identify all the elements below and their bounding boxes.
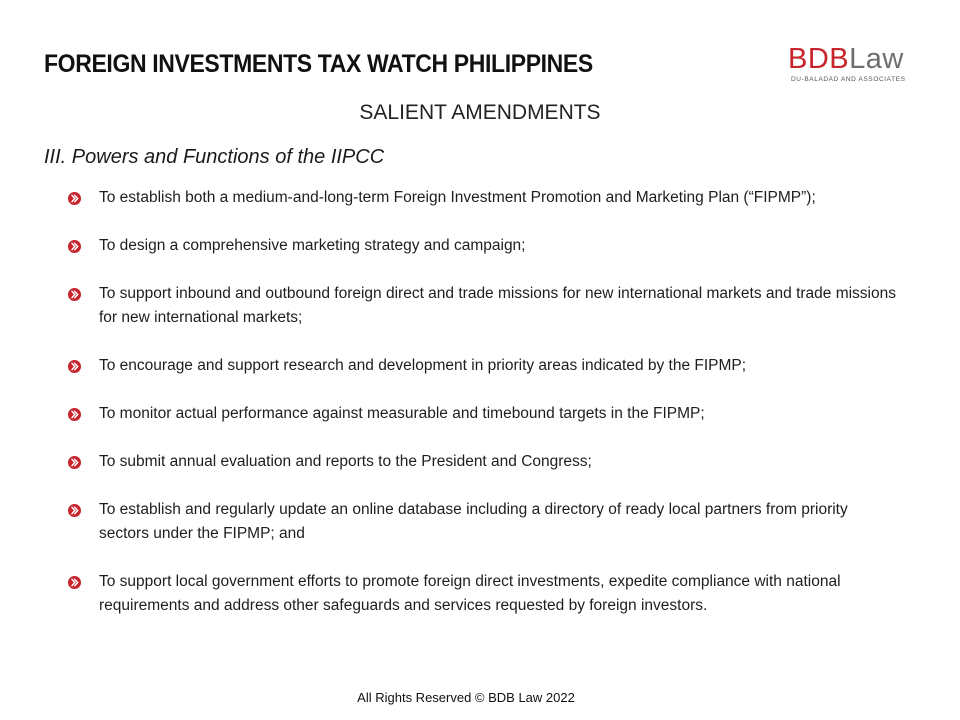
list-item	[66, 282, 896, 330]
list-item-text: To encourage and support research and development in priority areas indicated by the FIPMP;	[99, 357, 747, 374]
slide-subtitle: SALIENT AMENDMENTS	[359, 101, 601, 124]
list-item	[66, 498, 896, 546]
chevron-circle-right-icon	[68, 240, 81, 253]
bdb-law-logo	[788, 44, 920, 86]
list-item	[66, 354, 896, 378]
list-item-text: To design a comprehensive marketing strategy and campaign;	[99, 237, 526, 254]
chevron-circle-right-icon	[68, 360, 81, 373]
page-title: FOREIGN INVESTMENTS TAX WATCH PHILIPPINES	[44, 50, 593, 78]
logo-law: Law	[849, 43, 904, 75]
list-item-text: To establish both a medium-and-long-term Foreign Investment Promotion and Marketing Plan (“FIPMP”);	[99, 189, 816, 206]
list-item-text: To establish and regularly update an online database including a directory of ready local partners from priority sectors under the FIPMP; and	[99, 501, 848, 542]
logo-bdb: BDB	[788, 43, 850, 75]
list-item	[66, 570, 896, 618]
chevron-circle-right-icon	[68, 456, 81, 469]
list-item-text: To support local government efforts to promote foreign direct investments, expedite compliance with national requirements and address other safeguards and services requested by foreign investors.	[99, 573, 841, 614]
copyright-footer: All Rights Reserved © BDB Law 2022	[357, 690, 575, 705]
list-item-text: To monitor actual performance against measurable and timebound targets in the FIPMP;	[99, 405, 705, 422]
logo-wordmark	[788, 44, 920, 74]
list-item-text: To support inbound and outbound foreign direct and trade missions for new international markets and trade missions for new international markets;	[99, 285, 896, 326]
chevron-circle-right-icon	[68, 408, 81, 421]
section-heading: III. Powers and Functions of the IIPCC	[44, 146, 385, 168]
bullet-list	[66, 186, 896, 618]
logo-tagline: DU-BALADAD AND ASSOCIATES	[791, 76, 906, 83]
chevron-circle-right-icon	[68, 288, 81, 301]
list-item-text: To submit annual evaluation and reports to the President and Congress;	[99, 453, 592, 470]
chevron-circle-right-icon	[68, 504, 81, 517]
chevron-circle-right-icon	[68, 576, 81, 589]
list-item	[66, 186, 896, 210]
list-item	[66, 402, 896, 426]
list-item	[66, 450, 896, 474]
chevron-circle-right-icon	[68, 192, 81, 205]
list-item	[66, 234, 896, 258]
